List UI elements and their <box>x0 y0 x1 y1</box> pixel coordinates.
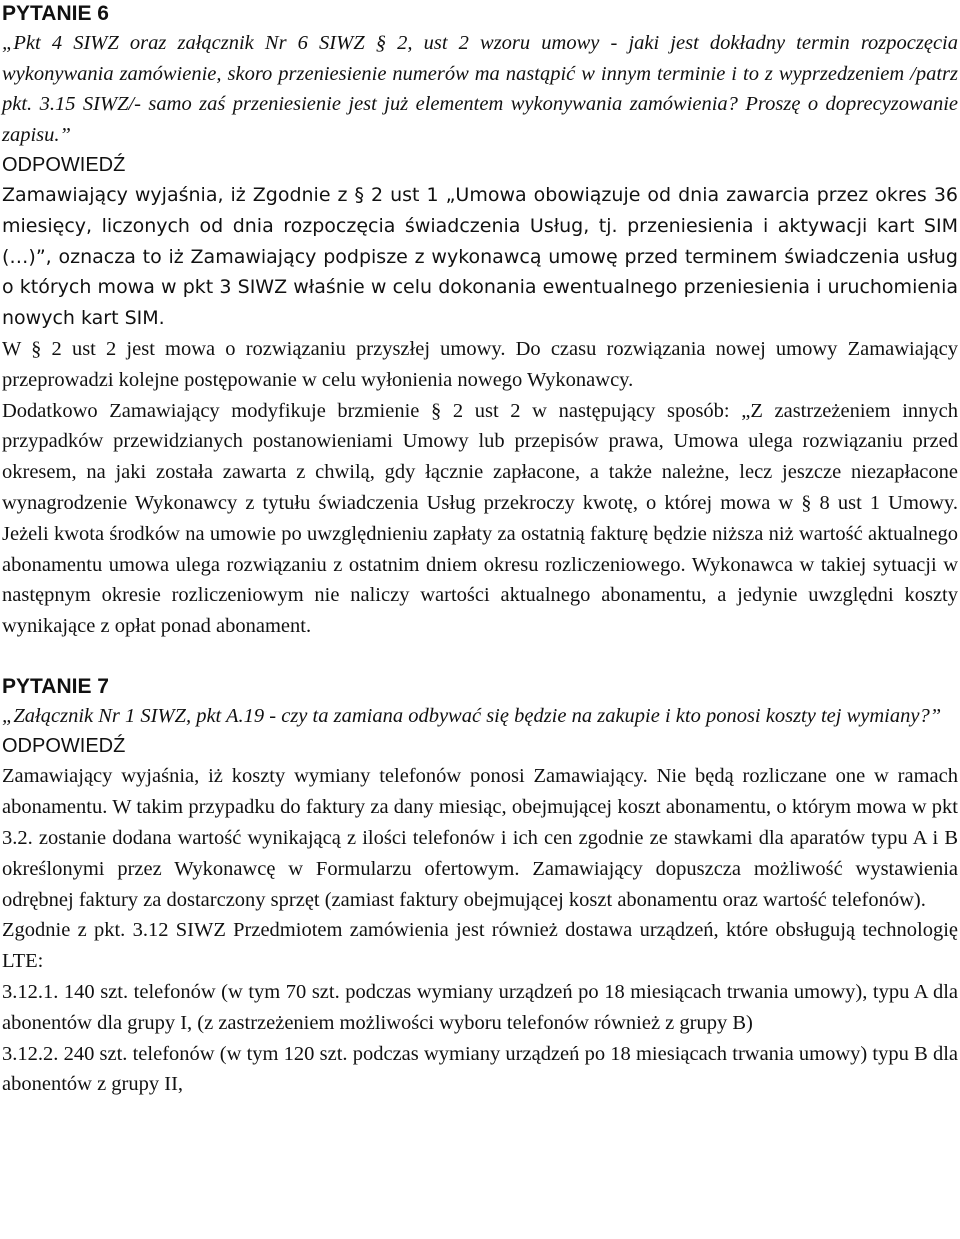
question-7-heading: PYTANIE 7 <box>2 674 109 698</box>
question-6-answer-paragraph-2: W § 2 ust 2 jest mowa o rozwiązaniu przyszłej umowy. Do czasu rozwiązania nowej umowy Zamawiający przeprowadzi kolejne postępowanie w celu wyłonienia nowego Wykonawcy. <box>2 337 958 391</box>
section-spacer <box>2 642 958 673</box>
question-7-answer-label: ODPOWIEDŹ <box>2 735 126 758</box>
question-7-section <box>2 673 958 1100</box>
question-7-answer-paragraph-2: Zgodnie z pkt. 3.12 SIWZ Przedmiotem zamówienia jest również dostawa urządzeń, które obsługują technologię LTE: <box>2 919 958 973</box>
question-6-answer-label: ODPOWIEDŹ <box>2 154 126 176</box>
question-6-section <box>2 0 958 642</box>
question-7-text: „Załącznik Nr 1 SIWZ, pkt A.19 - czy ta zamiana odbywać się będzie na zakupie i kto ponosi koszty tej wymiany?” <box>2 704 942 727</box>
question-6-answer-paragraph-1: Zamawiający wyjaśnia, iż Zgodnie z § 2 ust 1 „Umowa obowiązuje od dnia zawarcia przez okres 36 miesięcy, liczonych od dnia rozpoczęcia świadczenia Usług, tj. przeniesienia i aktywacji kart SIM (…)”, oznacza to iż Zamawiający podpisze z wykonawcą umowę przed terminem świadczenia usług o których mowa w pkt 3 SIWZ właśnie w celu dokonania ewentualnego przeniesienia i uruchomienia nowych kart SIM. <box>2 184 958 330</box>
question-7-answer-paragraph-3: 3.12.1. 140 szt. telefonów (w tym 70 szt. podczas wymiany urządzeń po 18 miesiącach trwania umowy), typu A dla abonentów dla grupy I, (z zastrzeżeniem możliwości wyboru telefonów również z grupy B) <box>2 981 958 1034</box>
question-6-answer-paragraph-3: Dodatkowo Zamawiający modyfikuje brzmienie § 2 ust 2 w następujący sposób: „Z zastrzeżeniem innych przypadków przewidzianych postanowieniami Umowy lub przepisów prawa, Umowa ulega rozwiązaniu przed okresem, na jaki została zawarta z chwilą, gdy łącznie zapłacone, a także należne, lecz jeszcze niezapłacone wynagrodzenie Wykonawcy z tytułu świadczenia Usług przekroczy kwotę, o której mowa w § 8 ust 1 Umowy. Jeżeli kwota środków na umowie po uwzględnieniu zapłaty za ostatnią fakturę będzie niższa niż wartość aktualnego abonamentu umowa ulega rozwiązaniu z ostatnim dniem okresu rozliczeniowego. Wykonawca w takiej sytuacji w następnym okresie rozliczeniowym nie naliczy wartości aktualnego abonamentu, a jedynie uwzględni koszty wynikające z opłat ponad abonament. <box>2 399 958 638</box>
question-6-text: „Pkt 4 SIWZ oraz załącznik Nr 6 SIWZ § 2, ust 2 wzoru umowy - jaki jest dokładny termin rozpoczęcia wykonywania zamówienie, skoro przeniesienie numerów ma nastąpić w innym terminie i to z wyprzedzeniem /patrz pkt. 3.15 SIWZ/- samo zaś przeniesienie jest już elementem wykonywania zamówienia? Proszę o doprecyzowanie zapisu.” <box>2 32 958 146</box>
question-7-answer-paragraph-1: Zamawiający wyjaśnia, iż koszty wymiany telefonów ponosi Zamawiający. Nie będą rozliczane one w ramach abonamentu. W takim przypadku do faktury za dany miesiąc, obejmującej koszt abonamentu, o którym mowa w pkt 3.2. zostanie dodana wartość wynikającą z ilości telefonów i ich cen zgodnie ze stawkami dla aparatów typu A i B określonymi przez Wykonawcę w Formularzu ofertowym. Zamawiający dopuszcza możliwość wystawienia odrębnej faktury za dostarczony sprzęt (zamiast faktury obejmującej koszt abonamentu oraz wartość telefonów). <box>2 765 958 911</box>
question-7-answer-paragraph-4: 3.12.2. 240 szt. telefonów (w tym 120 szt. podczas wymiany urządzeń po 18 miesiącach trwania umowy) typu B dla abonentów z grupy II, <box>2 1042 958 1096</box>
question-6-heading: PYTANIE 6 <box>2 2 109 25</box>
